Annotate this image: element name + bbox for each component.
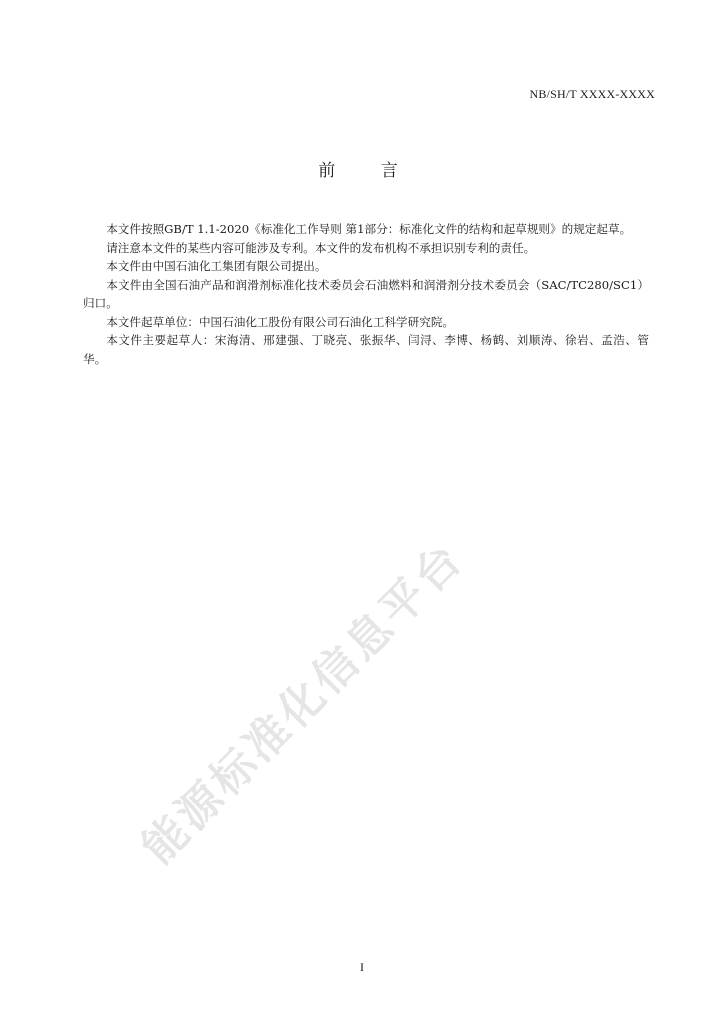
paragraph-technical-committee: 本文件由全国石油产品和润滑剂标准化技术委员会石油燃料和润滑剂分技术委员会（SAC/TC280/SC1）归口。: [83, 277, 649, 310]
paragraph-main-drafters: 本文件主要起草人：宋海清、邢建强、丁晓亮、张振华、闫浔、李博、杨鹤、刘顺涛、徐岩、孟浩、管华。: [83, 333, 649, 366]
paragraph-proposer: 本文件由中国石油化工集团有限公司提出。: [106, 259, 327, 273]
foreword-body: [83, 220, 649, 368]
paragraph-drafting-organization: 本文件起草单位：中国石油化工股份有限公司石油化工科学研究院。: [106, 314, 455, 329]
paragraph-patent-notice: 请注意本文件的某些内容可能涉及专利。本文件的发布机构不承担识别专利的责任。: [106, 240, 536, 255]
page-number: I: [360, 960, 364, 974]
document-code: NB/SH/T XXXX-XXXX: [529, 87, 655, 101]
page-title: 前 言: [318, 161, 418, 181]
paragraph-drafting-rules: 本文件按照GB/T 1.1-2020《标准化工作导则 第1部分：标准化文件的结构和起草规则》的规定起草。: [106, 222, 632, 236]
watermark: 能源标准化信息平台: [132, 532, 474, 874]
